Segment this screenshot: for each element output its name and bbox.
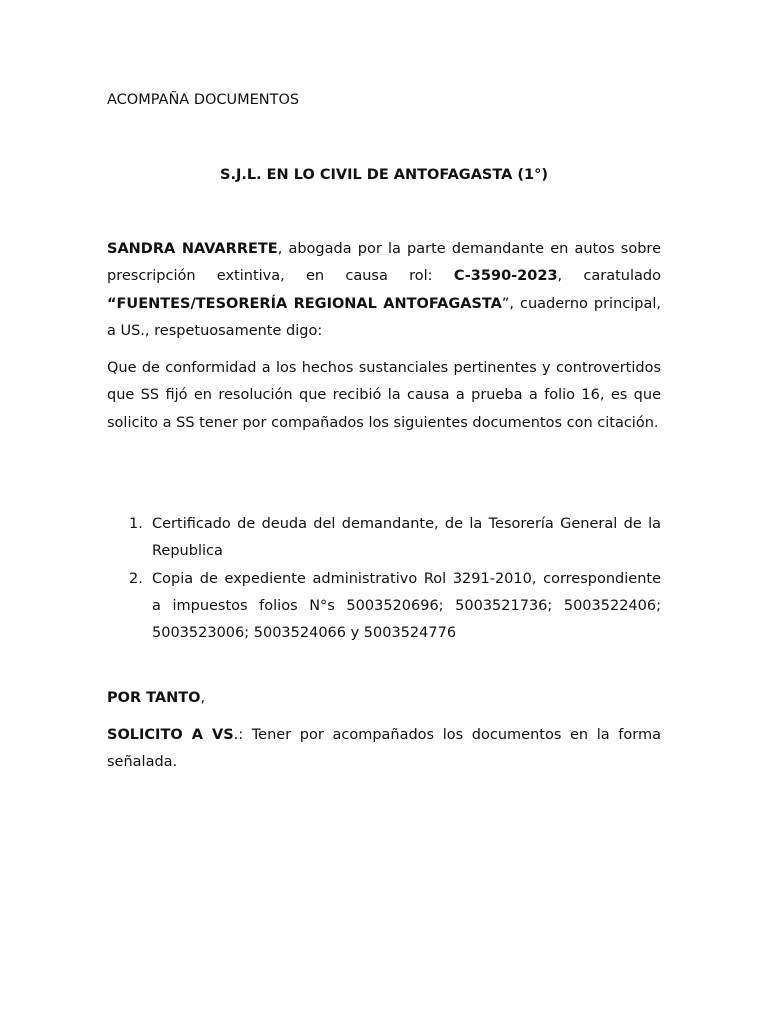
case-caratula: “FUENTES/TESORERÍA REGIONAL ANTOFAGASTA — [107, 295, 502, 312]
por-tanto-suffix: , — [200, 690, 206, 706]
intro-text-c: ”, cuaderno principal, a US., respetuosamente digo: — [107, 295, 661, 339]
document-heading: ACOMPAÑA DOCUMENTOS — [107, 92, 300, 108]
case-rol: C-3590-2023 — [453, 268, 558, 285]
list-item-text: Certificado de deuda del demandante, de la Tesorería General de la Republica — [152, 516, 661, 560]
list-item-text: Copia de expediente administrativo Rol 3291-2010, correspondiente a impuestos folios N°s 5003520696; 5003521736; 5003522406; 5003523006; 5003524066 y 5003524776 — [152, 570, 661, 642]
body-paragraph: Que de conformidad a los hechos sustanciales pertinentes y controvertidos que SS fijó en resolución que recibió la causa a prueba a folio 16, es que solicito a SS tener por compañados los siguientes documentos con citación. — [107, 360, 661, 431]
intro-text-b: , caratulado — [557, 268, 661, 285]
list-item — [107, 566, 661, 648]
solicito-text: .: Tener por acompañados los documentos en la forma señalada. — [107, 727, 661, 771]
solicito-label: SOLICITO A VS — [107, 727, 234, 743]
court-title: S.J.L. EN LO CIVIL DE ANTOFAGASTA (1°) — [220, 167, 548, 183]
list-item-number: 2. — [129, 570, 143, 587]
por-tanto — [107, 685, 661, 712]
list-item-number: 1. — [129, 516, 143, 532]
lawyer-name: SANDRA NAVARRETE — [107, 241, 278, 257]
request-paragraph — [107, 722, 661, 777]
intro-paragraph — [107, 236, 661, 345]
intro-text-a: , abogada por la parte demandante en autos sobre prescripción extintiva, en causa rol: — [107, 241, 661, 285]
list-item — [107, 511, 661, 566]
documents-list — [107, 511, 661, 647]
por-tanto-label: POR TANTO — [107, 690, 201, 706]
